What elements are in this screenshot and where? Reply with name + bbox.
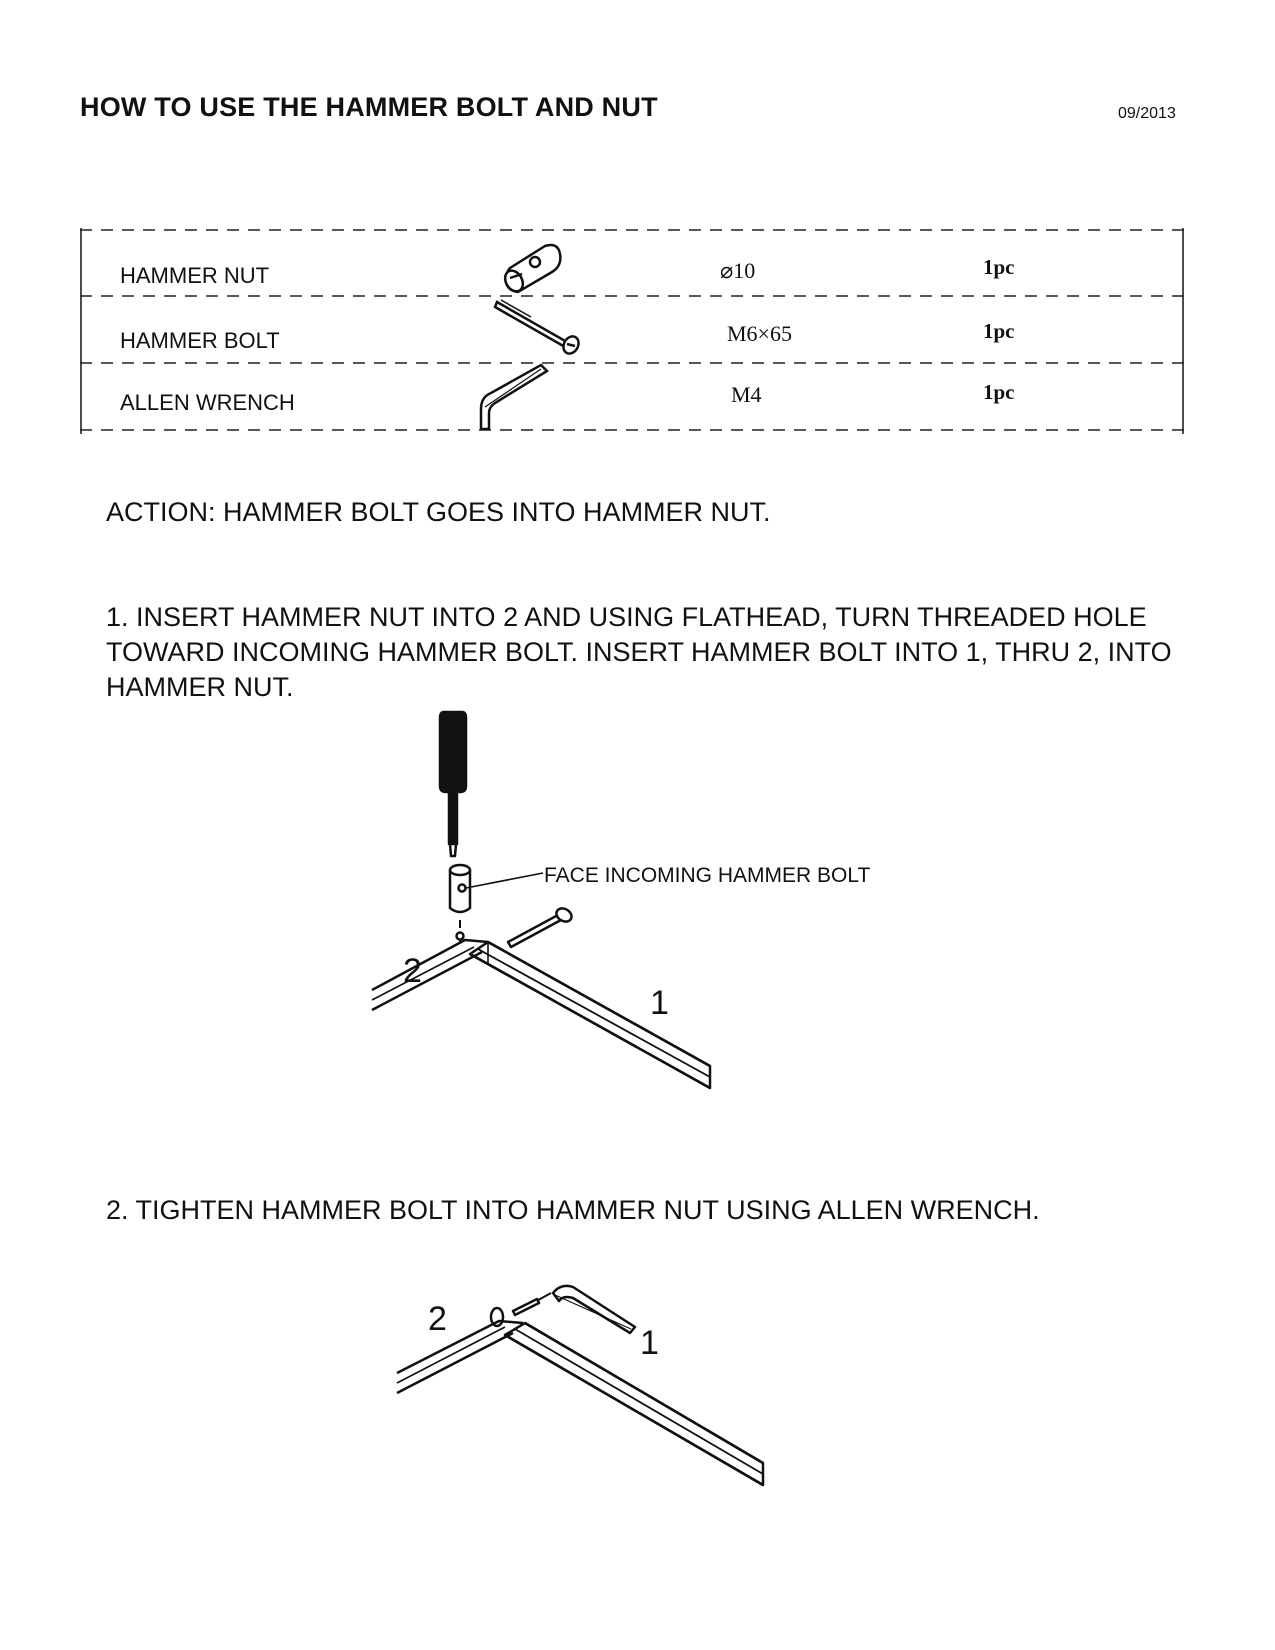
allen-wrench-icon xyxy=(473,363,553,433)
qty-hammer-bolt: 1pc xyxy=(983,319,1015,343)
step-1-part-label-1: 1 xyxy=(650,984,669,1022)
step-1-text: 1. INSERT HAMMER NUT INTO 2 AND USING FLATHEAD, TURN THREADED HOLE TOWARD INCOMING HAMMER BOLT. INSERT HAMMER BOLT INTO 1, THRU 2, INTO HAMMER NUT. xyxy=(106,602,1172,702)
screwdriver-icon xyxy=(440,712,466,856)
part-name-allen-wrench: ALLEN WRENCH xyxy=(120,390,295,415)
step-2-part-label-2: 2 xyxy=(428,1300,447,1338)
step-1-illustration xyxy=(370,710,750,1110)
allen-wrench-icon xyxy=(533,1286,635,1333)
page-title: HOW TO USE THE HAMMER BOLT AND NUT xyxy=(80,92,658,122)
spec-hammer-nut: ⌀10 xyxy=(720,258,756,283)
hammer-bolt-icon xyxy=(495,298,600,358)
qty-hammer-nut: 1pc xyxy=(983,255,1015,279)
spec-hammer-bolt: M6×65 xyxy=(727,321,792,346)
parts-table xyxy=(80,228,1184,434)
spec-allen-wrench: M4 xyxy=(731,382,762,407)
part-name-hammer-nut: HAMMER NUT xyxy=(120,263,270,288)
step-2-part-label-1: 1 xyxy=(640,1324,659,1362)
step-1-part-label-2: 2 xyxy=(403,952,422,990)
hammer-nut-icon xyxy=(500,238,570,293)
callout-face-bolt: FACE INCOMING HAMMER BOLT xyxy=(544,864,871,887)
hammer-bolt-icon xyxy=(508,906,574,947)
qty-allen-wrench: 1pc xyxy=(983,380,1015,404)
step-2-text: 2. TIGHTEN HAMMER BOLT INTO HAMMER NUT USING ALLEN WRENCH. xyxy=(106,1195,1040,1225)
document-date: 09/2013 xyxy=(1118,105,1176,122)
part-name-hammer-bolt: HAMMER BOLT xyxy=(120,328,280,353)
action-text: ACTION: HAMMER BOLT GOES INTO HAMMER NUT. xyxy=(106,497,771,527)
step-2-illustration xyxy=(395,1265,775,1485)
